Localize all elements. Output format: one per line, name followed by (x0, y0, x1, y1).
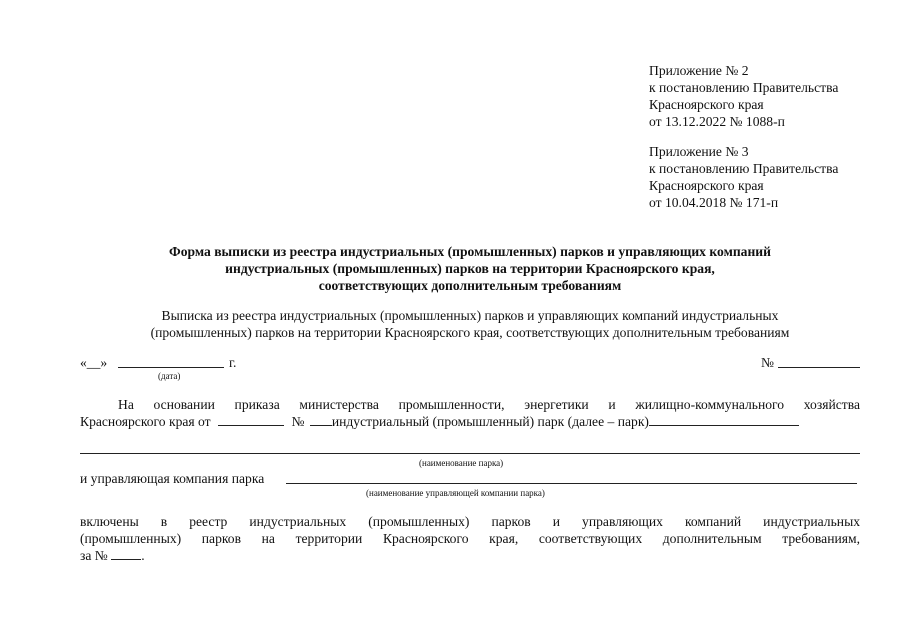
inclusion-line-1: включены в реестр индустриальных (промышленных) парков и управляющих компаний индустриальных (80, 514, 860, 529)
registry-number-period: . (141, 548, 145, 563)
basis-paragraph (80, 396, 860, 413)
order-number-label: № (291, 414, 305, 429)
order-number-blank[interactable] (310, 413, 332, 426)
appendix-2-date: от 13.12.2022 № 1088-п (649, 114, 785, 129)
basis-line-1: На основании приказа министерства промышленности, энергетики и жилищно-коммунального хозяйства (118, 397, 860, 412)
form-title-line-2: индустриальных (промышленных) парков на территории Красноярского края, (225, 261, 715, 276)
form-title (80, 243, 860, 294)
appendix-2-block (649, 62, 838, 130)
form-title-line-3: соответствующих дополнительным требованиям (318, 278, 622, 293)
registry-number-blank[interactable] (111, 547, 141, 560)
extract-heading-line-2: (промышленных) парков на территории Красноярского края, соответствующих дополнительным требованиям (150, 325, 790, 340)
inclusion-line-2: (промышленных) парков на территории Красноярского края, соответствующих дополнительным требованиям, (80, 531, 860, 546)
park-name-caption: (наименование парка) (419, 458, 504, 468)
extract-heading-line-1: Выписка из реестра индустриальных (промышленных) парков и управляющих компаний индустриальных (161, 308, 779, 323)
appendix-3-resolution: к постановлению Правительства (649, 161, 839, 176)
appendix-2-resolution: к постановлению Правительства (649, 80, 839, 95)
appendix-2-title: Приложение № 2 (649, 63, 749, 78)
date-day-quote: «__» (80, 355, 108, 370)
date-caption: (дата) (158, 371, 181, 381)
form-title-line-1: Форма выписки из реестра индустриальных (промышленных) парков и управляющих компаний (169, 244, 771, 259)
appendix-3-title: Приложение № 3 (649, 144, 749, 159)
appendix-2-region: Красноярского края (649, 97, 764, 112)
date-year-suffix: г. (229, 355, 237, 370)
management-company-blank[interactable] (286, 483, 857, 484)
basis-region-from: Красноярского края от (80, 414, 211, 429)
inclusion-line-3 (80, 547, 860, 564)
management-company-label: и управляющая компания парка (80, 471, 265, 486)
park-name-blank[interactable] (80, 453, 860, 454)
park-short-blank[interactable] (649, 413, 799, 426)
registry-number-label: за № (80, 548, 108, 563)
order-date-blank[interactable] (218, 413, 284, 426)
date-month-blank[interactable] (118, 367, 224, 368)
basis-line-2 (80, 413, 799, 430)
appendix-3-block (649, 143, 838, 211)
park-description: индустриальный (промышленный) парк (далее – парк) (331, 414, 649, 429)
inclusion-paragraph (80, 513, 860, 564)
number-label: № (761, 355, 774, 370)
appendix-3-region: Красноярского края (649, 178, 764, 193)
appendix-3-date: от 10.04.2018 № 171-п (649, 195, 779, 210)
extract-heading (80, 307, 860, 341)
number-blank[interactable] (778, 367, 860, 368)
management-company-caption: (наименование управляющей компании парка) (366, 488, 545, 498)
